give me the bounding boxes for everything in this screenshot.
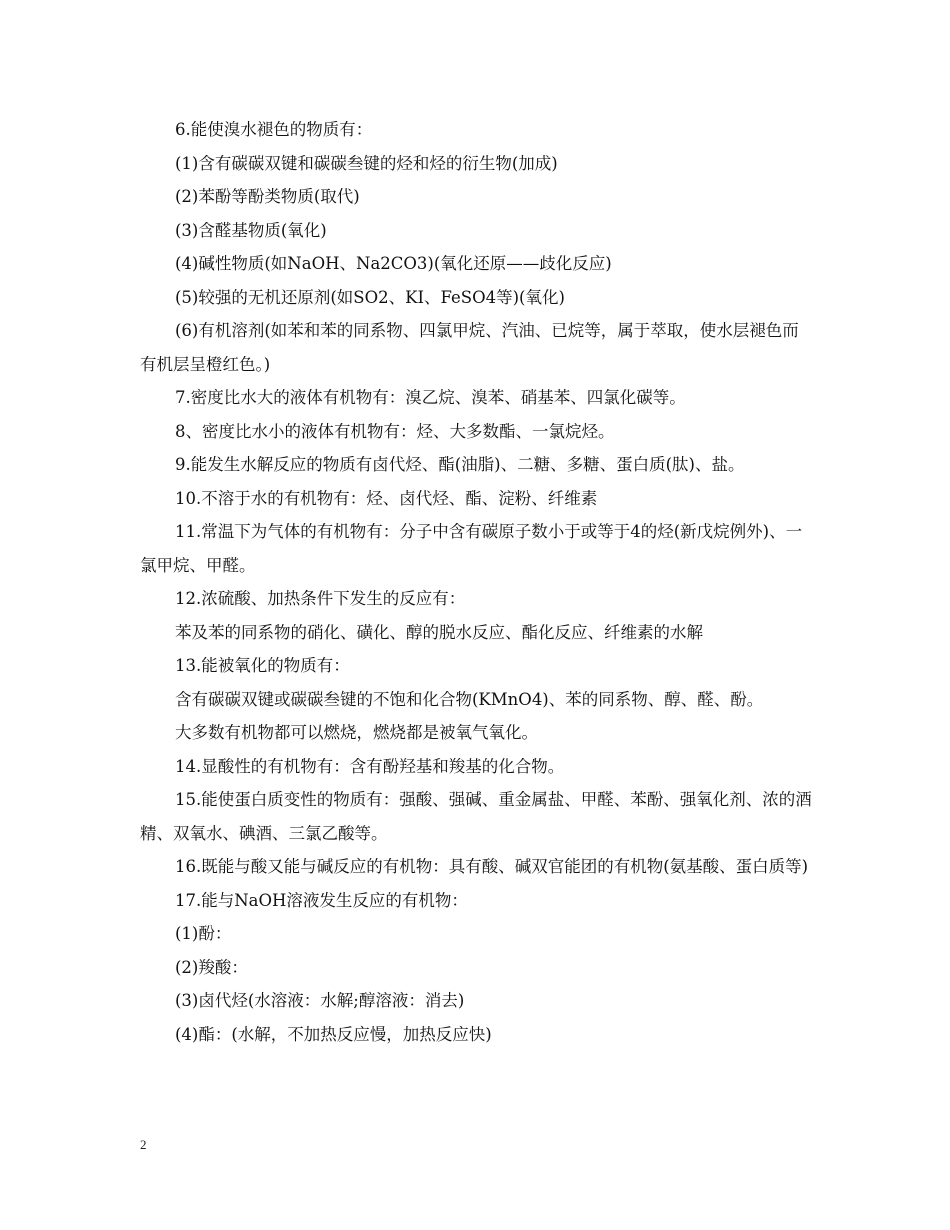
paragraph-12-body: 苯及苯的同系物的硝化、磺化、醇的脱水反应、酯化反应、纤维素的水解	[175, 622, 703, 642]
paragraph-16: 16.既能与酸又能与碱反应的有机物：具有酸、碱双官能团的有机物(氨基酸、蛋白质等)	[175, 857, 809, 876]
paragraph-6-title: 6.能使溴水褪色的物质有：	[175, 120, 373, 139]
paragraph-17-item-1: (1)酚：	[175, 924, 232, 943]
paragraph-14: 14.显酸性的有机物有：含有酚羟基和羧基的化合物。	[175, 756, 565, 776]
paragraph-12-title: 12.浓硫酸、加热条件下发生的反应有：	[175, 589, 466, 608]
document-body	[140, 113, 812, 1051]
paragraph-6-item-6: (6)有机溶剂(如苯和苯的同系物、四氯甲烷、汽油、已烷等，属于萃取，使水层褪色而有机层呈橙红色。)	[140, 321, 799, 374]
paragraph-15: 15.能使蛋白质变性的物质有：强酸、强碱、重金属盐、甲醛、苯酚、强氧化剂、浓的酒精、双氧水、碘酒、三氯乙酸等。	[140, 790, 812, 843]
paragraph-17-title: 17.能与NaOH溶液发生反应的有机物：	[175, 890, 468, 910]
paragraph-10: 10.不溶于水的有机物有：烃、卤代烃、酯、淀粉、纤维素	[175, 488, 598, 508]
paragraph-6-item-5: (5)较强的无机还原剂(如SO2、KI、FeSO4等)(氧化)	[175, 287, 565, 307]
paragraph-8: 8、密度比水小的液体有机物有：烃、大多数酯、一氯烷烃。	[175, 421, 615, 441]
paragraph-17-item-4: (4)酯：(水解，不加热反应慢，加热反应快)	[175, 1024, 492, 1044]
paragraph-17-item-3: (3)卤代烃(水溶液：水解;醇溶液：消去)	[175, 991, 465, 1010]
page-number: 2	[140, 1137, 147, 1152]
paragraph-11: 11.常温下为气体的有机物有：分子中含有碳原子数小于或等于4的烃(新戊烷例外)、一氯甲烷、甲醛。	[140, 522, 803, 575]
paragraph-13-title: 13.能被氧化的物质有：	[175, 656, 350, 675]
paragraph-6-item-1: (1)含有碳碳双键和碳碳叁键的烃和烃的衍生物(加成)	[175, 153, 558, 173]
paragraph-6-item-4: (4)碱性物质(如NaOH、Na2CO3)(氧化还原——歧化反应)	[175, 254, 612, 273]
paragraph-13-note: 大多数有机物都可以燃烧，燃烧都是被氧气氧化。	[175, 723, 538, 742]
paragraph-17-item-2: (2)羧酸：	[175, 957, 248, 977]
paragraph-6-item-2: (2)苯酚等酚类物质(取代)	[175, 187, 360, 206]
paragraph-13-body: 含有碳碳双键或碳碳叁键的不饱和化合物(KMnO4)、苯的同系物、醇、醛、酚。	[175, 689, 764, 709]
paragraph-6-item-3: (3)含醛基物质(氧化)	[175, 220, 327, 240]
paragraph-9: 9.能发生水解反应的物质有卤代烃、酯(油脂)、二糖、多糖、蛋白质(肽)、盐。	[175, 455, 745, 474]
paragraph-7: 7.密度比水大的液体有机物有：溴乙烷、溴苯、硝基苯、四氯化碳等。	[175, 388, 686, 407]
